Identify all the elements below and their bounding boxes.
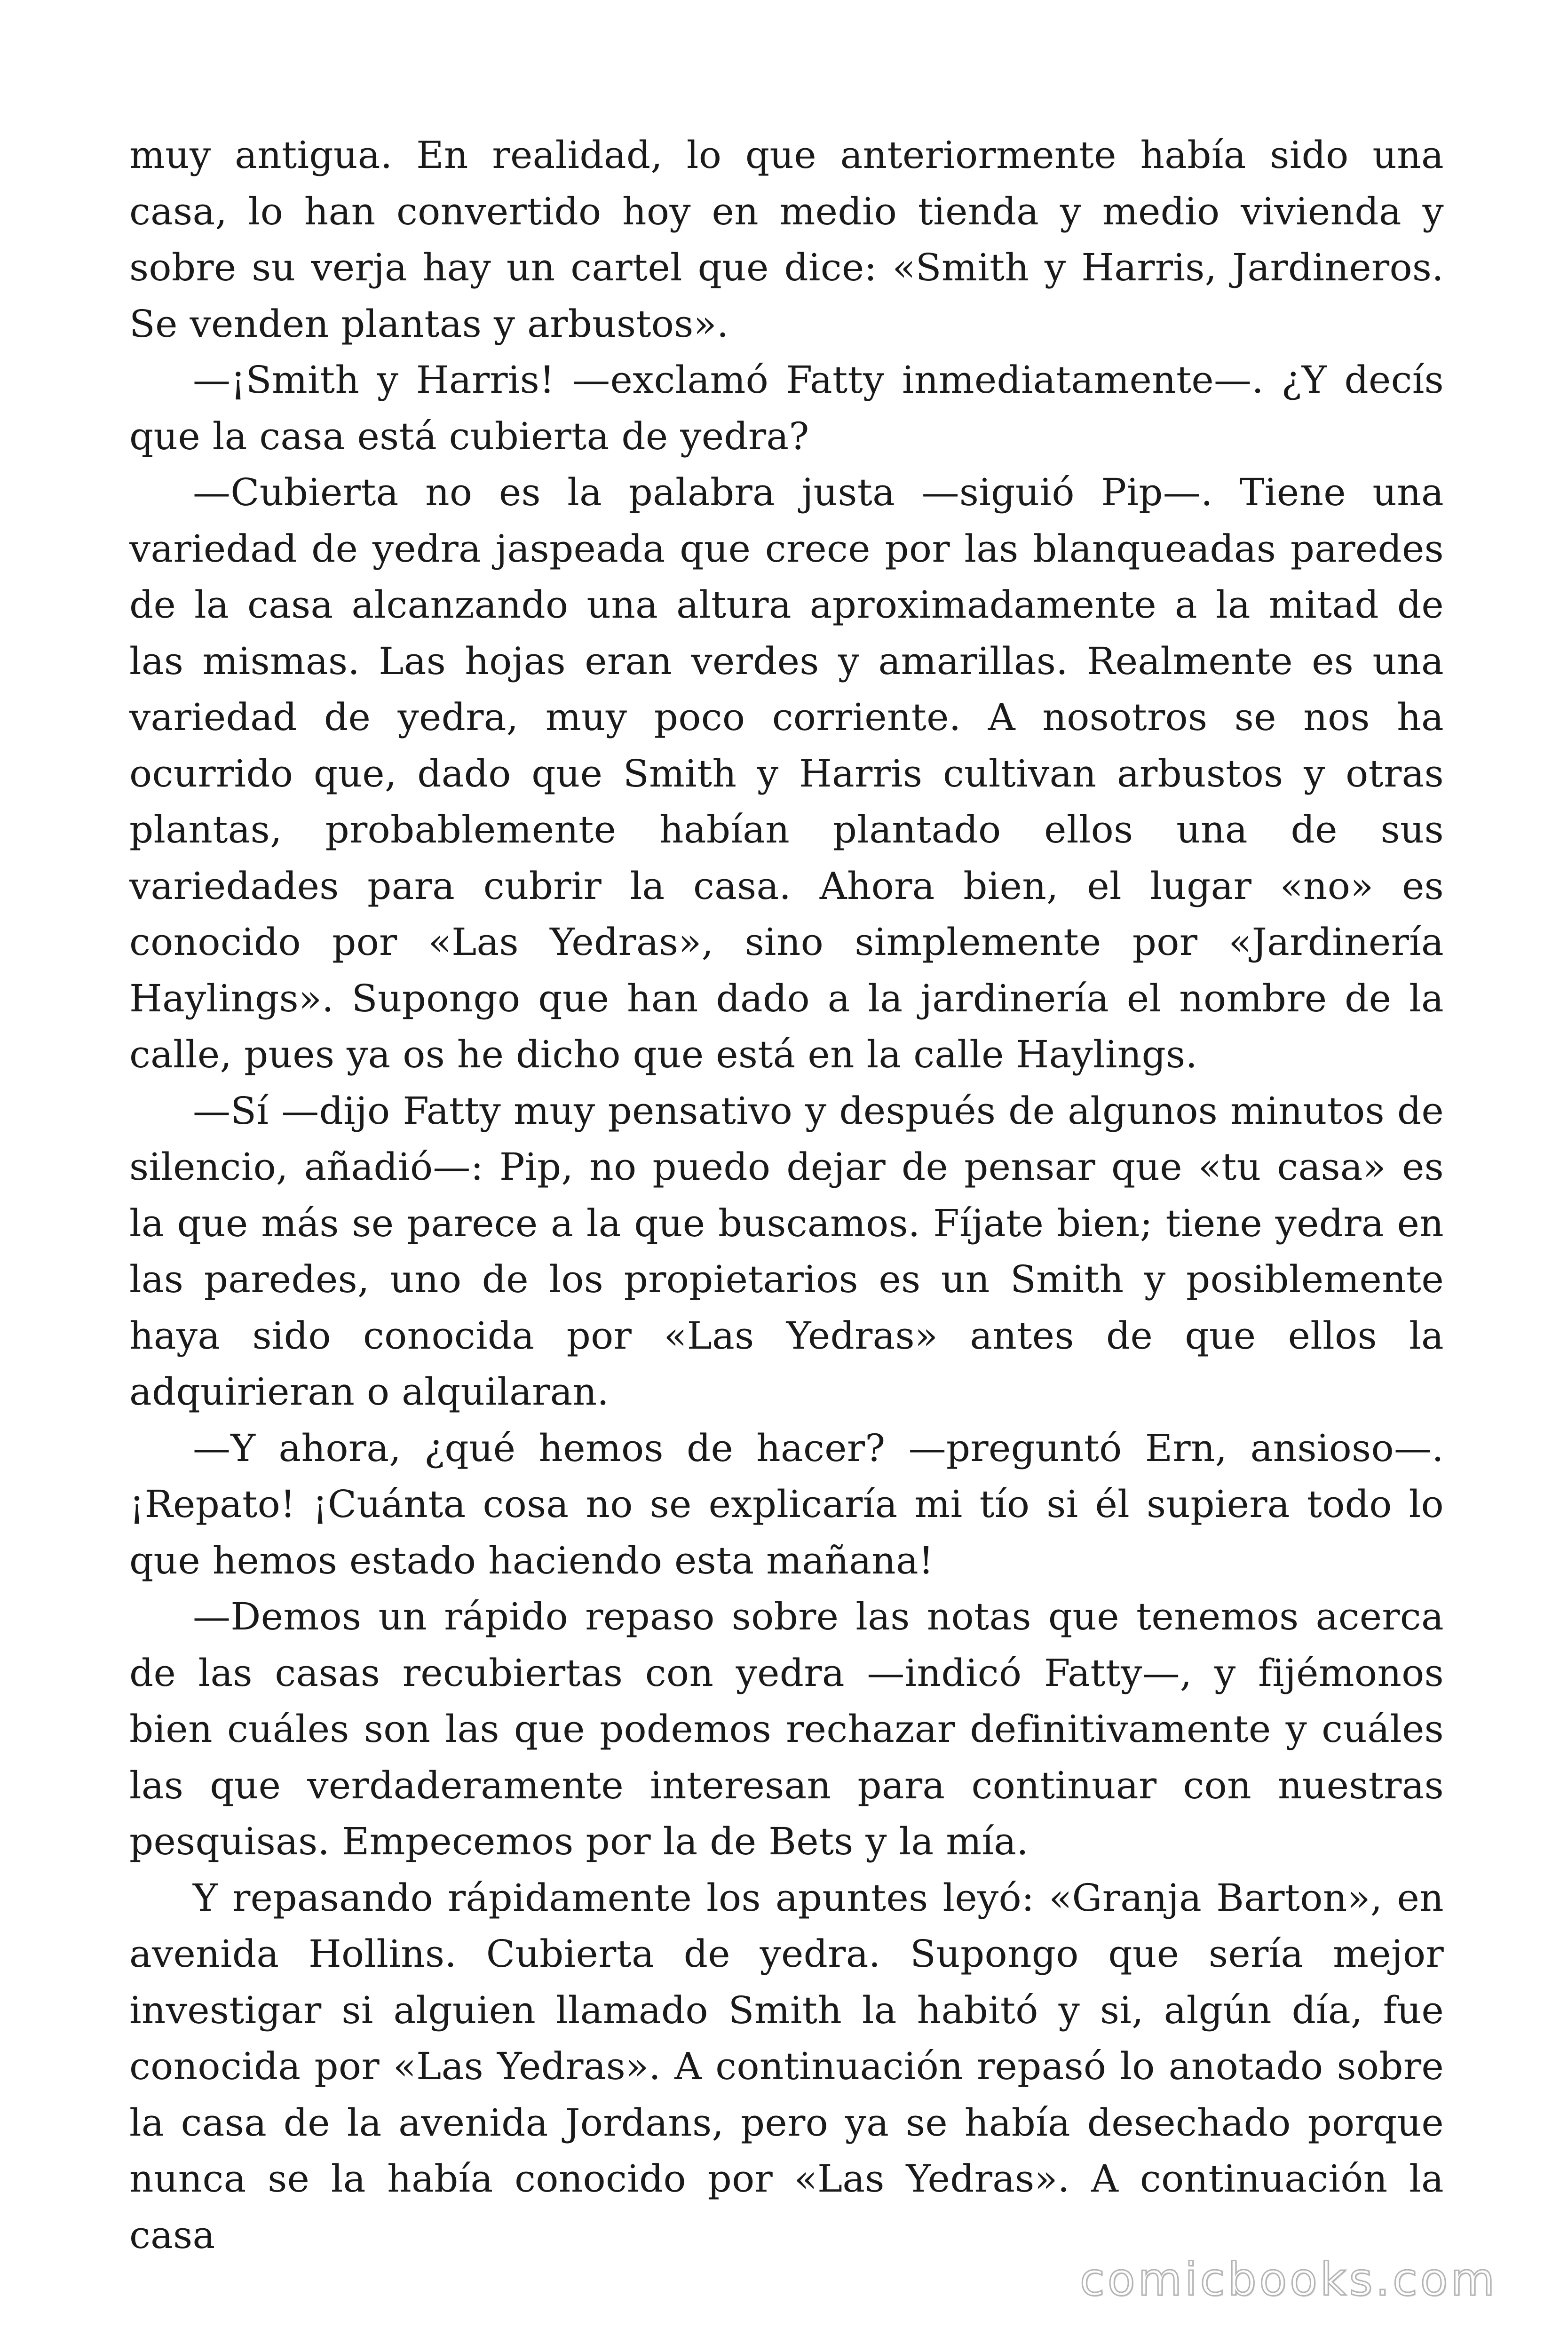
paragraph-pip-describes: —Cubierta no es la palabra justa —siguió Pip—. Tiene una variedad de yedra jaspeada que crece por las blanqueadas paredes de la casa alcanzando una altura aproximadamente a la mitad de las mismas. Las hojas eran verdes y amarillas. Realmente es una variedad de yedra, muy poco corriente. A nosotros se nos ha ocurrido que, dado que Smith y Harris cultivan arbustos y otras plantas, probablemente habían plantado ellos una de sus variedades para cubrir la casa. Ahora bien, el lugar «no» es conocido por «Las Yedras», sino simplemente por «Jardinería Haylings». Supongo que han dado a la jardinería el nombre de la calle, pues ya os he dicho que está en la calle Haylings.	[129, 470, 1444, 1076]
site-watermark: comicbooks.com	[1079, 2253, 1497, 2306]
paragraph-notes-reading: Y repasando rápidamente los apuntes leyó: «Granja Barton», en avenida Hollins. Cubierta de yedra. Supongo que sería mejor investigar si alguien llamado Smith la habitó y si, algún día, fue conocida por «Las Yedras». A continuación repasó lo anotado sobre la casa de la avenida Jordans, pero ya se había desechado porque nunca se la había conocido por «Las Yedras». A continuación la casa	[129, 1875, 1444, 2257]
paragraph-ern-asks: —Y ahora, ¿qué hemos de hacer? —preguntó Ern, ansioso—. ¡Repato! ¡Cuánta cosa no se explicaría mi tío si él supiera todo lo que hemos estado haciendo esta mañana!	[129, 1426, 1444, 1582]
paragraph-fatty-exclaims: —¡Smith y Harris! —exclamó Fatty inmediatamente—. ¿Y decís que la casa está cubierta de yedra?	[129, 358, 1444, 458]
paragraph-continuation: muy antigua. En realidad, lo que anteriormente había sido una casa, lo han convertido hoy en medio tienda y medio vivienda y sobre su verja hay un cartel que dice: «Smith y Harris, Jardineros. Se venden plantas y arbustos».	[129, 133, 1444, 346]
book-page-text	[129, 127, 1444, 2263]
paragraph-fatty-thinks: —Sí —dijo Fatty muy pensativo y después de algunos minutos de silencio, añadió—: Pip, no puedo dejar de pensar que «tu casa» es la que más se parece a la que buscamos. Fíjate bien; tiene yedra en las paredes, uno de los propietarios es un Smith y posiblemente haya sido conocida por «Las Yedras» antes de que ellos la adquirieran o alquilaran.	[129, 1089, 1444, 1414]
paragraph-fatty-review: —Demos un rápido repaso sobre las notas que tenemos acerca de las casas recubiertas con yedra —indicó Fatty—, y fijémonos bien cuáles son las que podemos rechazar definitivamente y cuáles las que verdaderamente interesan para continuar con nuestras pesquisas. Empecemos por la de Bets y la mía.	[129, 1595, 1444, 1863]
